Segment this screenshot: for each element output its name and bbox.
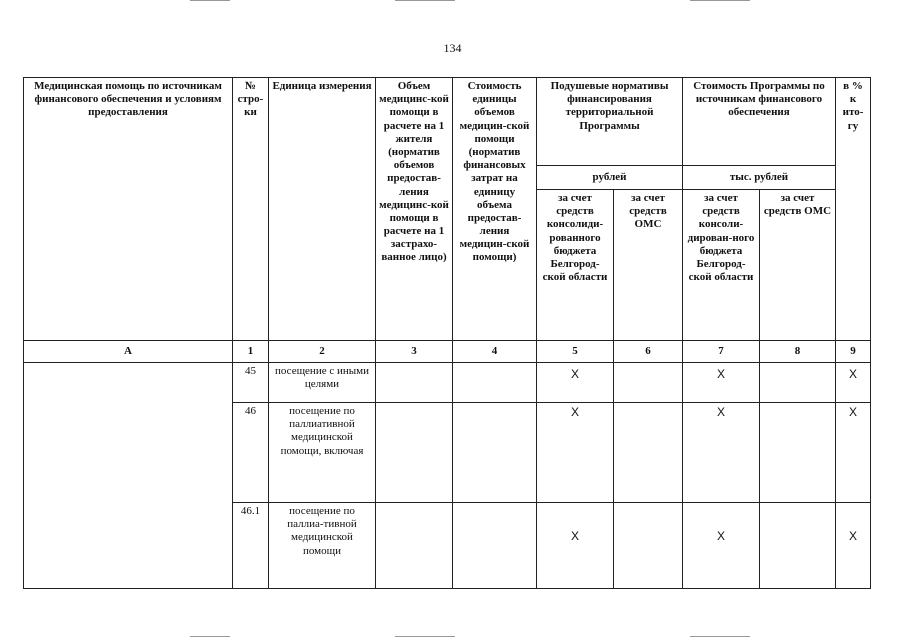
header-unit-cost: Стоимость единицы объемов медицин-ской помощи (норматив финансовых затрат на единицу объема предостав-ления медицин-ской помощи) [453, 78, 537, 341]
row-number-cell: 46 [233, 403, 269, 503]
index-row [24, 341, 871, 363]
oms-cost-cell [760, 503, 836, 589]
budget-norm-cell: X [537, 403, 614, 503]
budget-cost-cell: X [683, 503, 760, 589]
oms-cost-cell [760, 403, 836, 503]
header-per-capita-norms: Подушевые нормативы финансирования территориальной Программы [537, 78, 683, 166]
row-number-cell: 45 [233, 363, 269, 403]
table-row [24, 363, 871, 403]
scan-mark [395, 636, 455, 637]
unit-cell: посещение по паллиа-тивной медицинской помощи [269, 503, 376, 589]
index-cell: А [24, 341, 233, 363]
header-budget-cost: за счет средств консоли-дирован-ного бюджета Белгород-ской области [683, 190, 760, 341]
header-rubles: рублей [537, 166, 683, 190]
oms-norm-cell [614, 363, 683, 403]
header-volume: Объем медицинс-кой помощи в расчете на 1 жителя (норматив объемов предостав-ления медицинс-кой помощи в расчете на 1 застрахо-ванное лицо) [376, 78, 453, 341]
page-number: 134 [443, 41, 462, 55]
header-medical-care: Медицинская помощь по источникам финансового обеспечения и условиям предоставления [24, 78, 233, 341]
scan-mark [690, 636, 750, 637]
index-cell: 8 [760, 341, 836, 363]
index-cell: 7 [683, 341, 760, 363]
financing-table [23, 77, 871, 589]
unit-cell: посещение с иными целями [269, 363, 376, 403]
budget-cost-cell: X [683, 403, 760, 503]
index-cell: 9 [836, 341, 871, 363]
index-cell: 1 [233, 341, 269, 363]
row-number-cell: 46.1 [233, 503, 269, 589]
budget-norm-cell: X [537, 503, 614, 589]
scan-mark [190, 636, 230, 637]
scan-mark [690, 0, 750, 1]
index-cell: 6 [614, 341, 683, 363]
oms-cost-cell [760, 363, 836, 403]
header-percent: в % к ито-гу [836, 78, 871, 341]
header-budget-norm: за счет средств консолиди-рованного бюджета Белгород-ской области [537, 190, 614, 341]
index-cell: 5 [537, 341, 614, 363]
scan-mark [395, 0, 455, 1]
index-cell: 4 [453, 341, 537, 363]
budget-norm-cell: X [537, 363, 614, 403]
volume-cell [376, 363, 453, 403]
header-program-cost: Стоимость Программы по источникам финансового обеспечения [683, 78, 836, 166]
unit-cost-cell [453, 403, 537, 503]
index-cell: 2 [269, 341, 376, 363]
volume-cell [376, 503, 453, 589]
oms-norm-cell [614, 503, 683, 589]
percent-cell: X [836, 403, 871, 503]
header-thousand-rubles: тыс. рублей [683, 166, 836, 190]
unit-cost-cell [453, 503, 537, 589]
budget-cost-cell: X [683, 363, 760, 403]
header-oms-cost: за счет средств ОМС [760, 190, 836, 341]
percent-cell: X [836, 363, 871, 403]
unit-cell: посещение по паллиативной медицинской помощи, включая [269, 403, 376, 503]
percent-cell: X [836, 503, 871, 589]
medical-care-cell [24, 363, 233, 589]
header-row-number: № стро-ки [233, 78, 269, 341]
header-oms-norm: за счет средств ОМС [614, 190, 683, 341]
scan-mark [190, 0, 230, 1]
volume-cell [376, 403, 453, 503]
index-cell: 3 [376, 341, 453, 363]
oms-norm-cell [614, 403, 683, 503]
header-unit: Единица измерения [269, 78, 376, 341]
unit-cost-cell [453, 363, 537, 403]
